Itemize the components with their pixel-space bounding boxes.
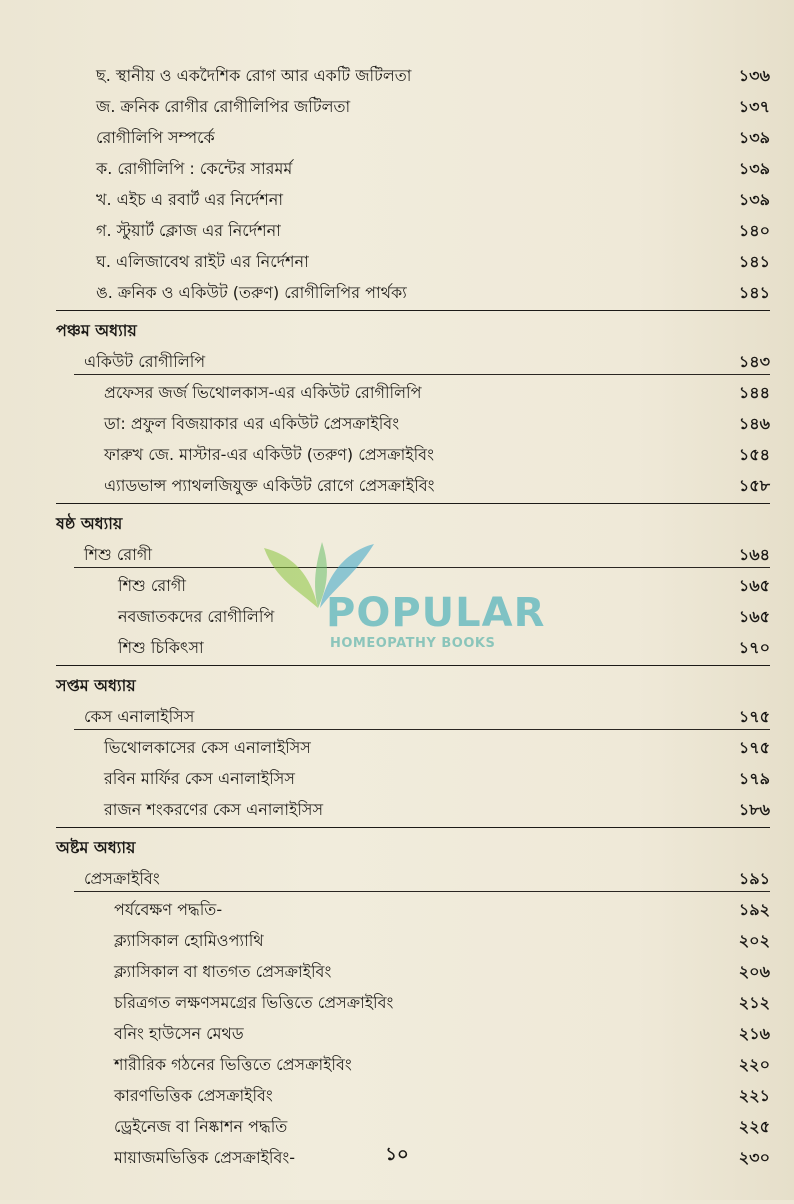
chapter-heading — [56, 832, 770, 863]
toc-entry-title: নবজাতকদের রোগীলিপি — [118, 607, 275, 626]
toc-entry — [56, 91, 770, 122]
toc-entry-page: ১৯১ — [738, 869, 770, 888]
toc-entry-title: ফারুখ জে. মাস্টার-এর একিউট (তরুণ) প্রেসক্রাইবিং — [104, 445, 434, 464]
toc-entry-title: রোগীলিপি সম্পর্কে — [96, 128, 215, 147]
toc-entry-page: ১৭০ — [738, 638, 770, 657]
toc-entry-title: বনিং হাউসেন মেথড — [114, 1024, 244, 1043]
chapter-heading — [56, 670, 770, 701]
toc-entry — [56, 763, 770, 794]
toc-entry-page: ১৩৭ — [738, 97, 770, 116]
toc-entry-page: ১৪৩ — [738, 352, 770, 371]
toc-entry-page: ১৪৬ — [738, 414, 770, 433]
toc-entry-title: প্রেসক্রাইবিং — [84, 869, 160, 888]
toc-entry-title: ডা: প্রফুল বিজয়াকার এর একিউট প্রেসক্রাইবিং — [104, 414, 400, 433]
toc-entry-page: ১৭৫ — [738, 707, 770, 726]
toc-entry — [56, 377, 770, 408]
toc-entry-title: রবিন মার্ফির কেস এনালাইসিস — [104, 769, 295, 788]
toc-entry-title: কারণভিত্তিক প্রেসক্রাইবিং — [114, 1086, 273, 1105]
page-number: ১০ — [385, 1144, 409, 1165]
toc-entry-title: শিশু রোগী — [84, 545, 152, 564]
toc-entry-page: ১৭৫ — [738, 738, 770, 757]
toc-entry — [56, 925, 770, 956]
toc-entry-title: ক্ল্যাসিকাল হোমিওপ্যাথি — [114, 931, 264, 950]
toc-entry-page: ১৭৯ — [738, 769, 770, 788]
toc-entry-title: মায়াজমভিত্তিক প্রেসক্রাইবিং- — [114, 1148, 296, 1167]
toc-entry — [56, 470, 770, 501]
toc-entry-page: ২০২ — [738, 931, 770, 950]
toc-entry-page: ১৫৮ — [738, 476, 770, 495]
toc-entry-page: ২০৬ — [738, 962, 770, 981]
toc-entry-page: ২১৬ — [738, 1024, 770, 1043]
toc-entry — [56, 246, 770, 277]
toc-entry-title: এ্যাডভান্স প্যাথলজিযুক্ত একিউট রোগে প্রেসক্রাইবিং — [104, 476, 435, 495]
toc-entry-title: চরিত্রগত লক্ষণসমগ্রের ভিত্তিতে প্রেসক্রাইবিং — [114, 993, 394, 1012]
toc-entry-page: ১৩৯ — [738, 190, 770, 209]
toc-entry-title: ক্ল্যাসিকাল বা ধাতগত প্রেসক্রাইবিং — [114, 962, 332, 981]
toc-entry-title: প্রফেসর জর্জ ভিথোলকাস-এর একিউট রোগীলিপি — [104, 383, 422, 402]
chapter-heading — [56, 315, 770, 346]
toc-entry-title: ঘ. এলিজাবেথ রাইট এর নির্দেশনা — [96, 252, 309, 271]
toc-entry-page: ১৪৪ — [738, 383, 770, 402]
toc-entry — [56, 987, 770, 1018]
toc-entry — [56, 215, 770, 246]
toc-entry-page: ২২৫ — [738, 1117, 770, 1136]
section-divider — [56, 503, 770, 504]
section-divider — [56, 310, 770, 311]
toc-entry-page: ১৪১ — [738, 283, 770, 302]
chapter-title: ষষ্ঠ অধ্যায় — [56, 514, 123, 533]
toc-entry-title: ক. রোগীলিপি : কেন্টের সারমর্ম — [96, 159, 293, 178]
toc-entry-title: শিশু রোগী — [118, 576, 186, 595]
chapter-heading — [56, 508, 770, 539]
toc-entry-title: গ. স্টুয়ার্ট ক্লোজ এর নির্দেশনা — [96, 221, 281, 240]
toc-entry-page: ১৬৫ — [738, 607, 770, 626]
toc-entry-page: ১৬৪ — [738, 545, 770, 564]
toc-entry-page: ২৩০ — [738, 1148, 770, 1167]
toc-entry — [56, 1111, 770, 1142]
toc-entry — [56, 794, 770, 825]
watermark-subtitle: HOMEOPATHY BOOKS — [330, 636, 496, 651]
toc-entry-page: ১৩৯ — [738, 128, 770, 147]
toc-entry — [56, 956, 770, 987]
toc-entry — [56, 863, 770, 894]
toc-entry-page: ১৩৬ — [738, 66, 770, 85]
toc-entry-title: ছ. স্থানীয় ও একদৈশিক রোগ আর একটি জটিলতা — [96, 66, 412, 85]
toc-entry-title: কেস এনালাইসিস — [84, 707, 195, 726]
toc-entry-page: ১৪১ — [738, 252, 770, 271]
toc-entry-page: ১৯২ — [738, 900, 770, 919]
section-divider — [56, 827, 770, 828]
toc-entry-title: শিশু চিকিৎসা — [118, 638, 204, 657]
toc-entry-title: খ. এইচ এ রবার্ট এর নির্দেশনা — [96, 190, 283, 209]
toc-entry-title: পর্যবেক্ষণ পদ্ধতি- — [114, 900, 223, 919]
toc-entry-page: ১৮৬ — [738, 800, 770, 819]
toc-entry — [56, 1173, 770, 1204]
toc-entry — [56, 439, 770, 470]
toc-entry-title: ঙ. ক্রনিক ও একিউট (তরুণ) রোগীলিপির পার্থক্য — [96, 283, 407, 302]
chapter-title: অষ্টম অধ্যায় — [56, 838, 136, 857]
watermark-title: POPULAR — [326, 590, 546, 636]
toc-entry — [56, 894, 770, 925]
toc-entry — [56, 153, 770, 184]
publisher-watermark — [258, 540, 548, 670]
toc-entry-page: ২১২ — [738, 993, 770, 1012]
toc-entry-title: রাজন শংকরণের কেস এনালাইসিস — [104, 800, 324, 819]
toc-entry — [56, 701, 770, 732]
toc-entry — [56, 60, 770, 91]
toc-entry-title: জ. ক্রনিক রোগীর রোগীলিপির জটিলতা — [96, 97, 351, 116]
toc-entry — [56, 1080, 770, 1111]
toc-entry — [56, 732, 770, 763]
toc-entry-page: ১৩৯ — [738, 159, 770, 178]
toc-entry — [56, 1049, 770, 1080]
toc-entry-title: শারীরিক গঠনের ভিত্তিতে প্রেসক্রাইবিং — [114, 1055, 352, 1074]
toc-entry — [56, 184, 770, 215]
toc-entry-title: ভিথোলকাসের কেস এনালাইসিস — [104, 738, 311, 757]
toc-entry — [56, 346, 770, 377]
toc-entry — [56, 408, 770, 439]
toc-entry — [56, 277, 770, 308]
toc-entry-title: একিউট রোগীলিপি — [84, 352, 206, 371]
toc-entry-page: ১৫৪ — [738, 445, 770, 464]
toc-entry-page: ২২১ — [738, 1086, 770, 1105]
toc-entry — [56, 122, 770, 153]
toc-entry-title: ড্রেইনেজ বা নিষ্কাশন পদ্ধতি — [114, 1117, 288, 1136]
chapter-title: পঞ্চম অধ্যায় — [56, 321, 137, 340]
toc-entry-page: ১৬৫ — [738, 576, 770, 595]
chapter-title: সপ্তম অধ্যায় — [56, 676, 136, 695]
toc-entry — [56, 1018, 770, 1049]
toc-entry-page: ১৪০ — [738, 221, 770, 240]
toc-entry-page: ২২০ — [738, 1055, 770, 1074]
